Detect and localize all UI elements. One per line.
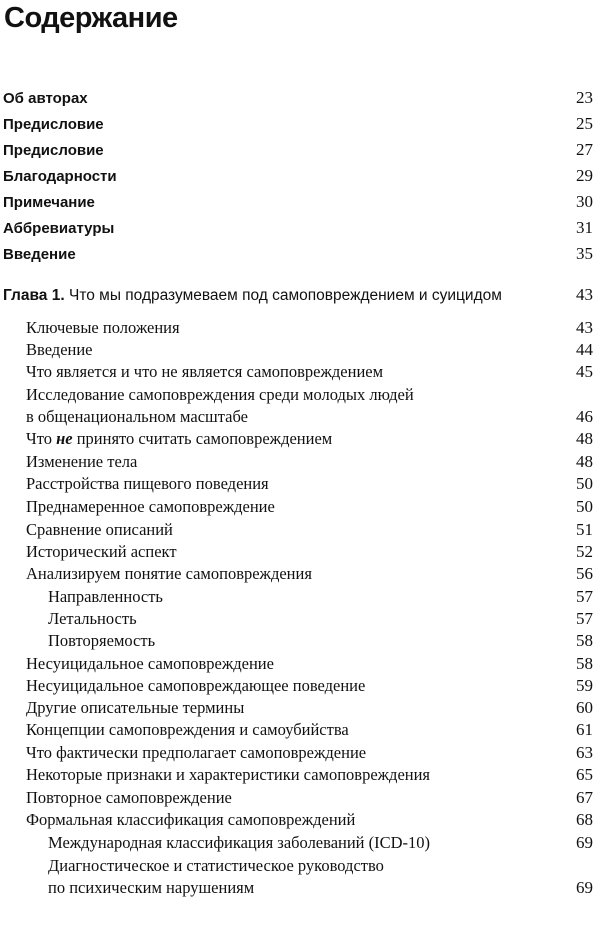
toc-chapter-1[interactable] <box>0 287 607 309</box>
toc-entry-label-line2: в общенациональном масштабе <box>26 407 248 426</box>
toc-section-continuation[interactable] <box>0 407 607 429</box>
toc-entry-label: Аббревиатуры <box>3 220 115 237</box>
toc-entry-label: Сравнение описаний <box>26 520 173 539</box>
chapter-title: Что мы подразумеваем под самоповреждением и суицидом <box>68 287 502 304</box>
toc-entry-label: Расстройства пищевого поведения <box>26 474 269 493</box>
toc-entry-label: Концепции самоповреждения и самоубийства <box>26 720 349 739</box>
toc-entry-page: 50 <box>576 497 593 516</box>
toc-entry-page: 50 <box>576 474 593 493</box>
toc-section[interactable] <box>0 810 607 832</box>
toc-section[interactable] <box>0 429 607 451</box>
toc-section[interactable] <box>0 698 607 720</box>
toc-entry-label: Исследование самоповреждения среди молодых людей <box>26 385 414 404</box>
toc-entry-label: Об авторах <box>3 90 88 107</box>
toc-subsection[interactable] <box>0 609 607 631</box>
toc-entry-page: 43 <box>576 318 593 337</box>
toc-entry-label: Другие описательные термины <box>26 698 245 717</box>
toc-entry-page: 57 <box>576 587 593 606</box>
toc-section[interactable] <box>0 676 607 698</box>
toc-entry-page: 67 <box>576 788 593 807</box>
toc-entry-label: Несуицидальное самоповреждающее поведение <box>26 676 366 695</box>
toc-entry-page: 44 <box>576 340 593 359</box>
toc-entry-page: 35 <box>576 244 593 263</box>
toc-entry-label: Несуицидальное самоповреждение <box>26 654 274 673</box>
toc-section[interactable] <box>0 520 607 542</box>
page-title: Содержание <box>4 2 178 34</box>
toc-entry-label: Повторное самоповреждение <box>26 788 232 807</box>
toc-subsection[interactable] <box>0 631 607 653</box>
toc-entry-label: Предисловие <box>3 142 104 159</box>
toc-section[interactable] <box>0 720 607 742</box>
toc-entry-page: 46 <box>576 407 593 426</box>
toc-section[interactable] <box>0 318 607 340</box>
toc-subsection[interactable] <box>0 587 607 609</box>
toc-entry-label: Направленность <box>48 587 163 606</box>
toc-subsection-continuation[interactable] <box>0 878 607 900</box>
toc-section[interactable] <box>0 788 607 810</box>
toc-entry-label: Введение <box>26 340 93 359</box>
toc-entry-acknowledgements[interactable] <box>0 168 607 190</box>
toc-entry-note[interactable] <box>0 194 607 216</box>
toc-entry-page: 59 <box>576 676 593 695</box>
toc-entry-page: 31 <box>576 218 593 237</box>
toc-entry-label-line2: по психическим нарушениям <box>48 878 255 897</box>
toc-entry-page: 43 <box>576 285 593 304</box>
toc-entry-page: 23 <box>576 88 593 107</box>
toc-entry-label: Благодарности <box>3 168 117 185</box>
toc-entry-preface-2[interactable] <box>0 142 607 164</box>
toc-entry-label: Повторяемость <box>48 631 156 650</box>
toc-entry-page: 61 <box>576 720 593 739</box>
toc-entry-page: 63 <box>576 743 593 762</box>
toc-entry-label: Диагностическое и статистическое руководство <box>48 856 384 875</box>
toc-entry-page: 57 <box>576 609 593 628</box>
toc-entry-label: Летальность <box>48 609 137 628</box>
toc-section[interactable] <box>0 743 607 765</box>
toc-entry-page: 60 <box>576 698 593 717</box>
emphasis-text: не <box>56 429 73 448</box>
toc-entry-label: Введение <box>3 246 76 263</box>
toc-entry-label: Что является и что не является самоповреждением <box>26 362 384 381</box>
toc-entry-abbreviations[interactable] <box>0 220 607 242</box>
toc-section[interactable] <box>0 564 607 586</box>
toc-entry-page: 68 <box>576 810 593 829</box>
toc-section[interactable] <box>0 542 607 564</box>
toc-entry-page: 48 <box>576 452 593 471</box>
toc-entry-page: 25 <box>576 114 593 133</box>
toc-entry-page: 69 <box>576 833 593 852</box>
label-part: принято считать самоповреждением <box>72 429 333 448</box>
label-part: Что <box>26 429 57 448</box>
toc-entry-introduction[interactable] <box>0 246 607 268</box>
toc-section[interactable] <box>0 765 607 787</box>
toc-entry-page: 58 <box>576 654 593 673</box>
toc-section[interactable] <box>0 362 607 384</box>
toc-section[interactable] <box>0 474 607 496</box>
toc-section[interactable] <box>0 654 607 676</box>
toc-entry-label: Формальная классификация самоповреждений <box>26 810 356 829</box>
toc-section[interactable] <box>0 385 607 407</box>
toc-entry-label: Изменение тела <box>26 452 138 471</box>
toc-entry-page: 27 <box>576 140 593 159</box>
toc-entry-preface-1[interactable] <box>0 116 607 138</box>
toc-entry-page: 29 <box>576 166 593 185</box>
toc-entry-page: 51 <box>576 520 593 539</box>
toc-entry-page: 45 <box>576 362 593 381</box>
toc-entry-page: 65 <box>576 765 593 784</box>
toc-entry-label: Анализируем понятие самоповреждения <box>26 564 312 583</box>
toc-entry-page: 52 <box>576 542 593 561</box>
toc-subsection[interactable] <box>0 856 607 878</box>
toc-entry-label: Примечание <box>3 194 95 211</box>
toc-entry-page: 48 <box>576 429 593 448</box>
toc-entry-label: Ключевые положения <box>26 318 180 337</box>
toc-entry-label: Исторический аспект <box>26 542 177 561</box>
chapter-number: Глава 1. <box>3 287 65 304</box>
toc-entry-authors[interactable] <box>0 90 607 112</box>
toc-entry-label <box>26 429 332 449</box>
toc-entry-label: Международная классификация заболеваний (ICD-10) <box>48 833 431 852</box>
toc-entry-page: 56 <box>576 564 593 583</box>
toc-entry-label: Преднамеренное самоповреждение <box>26 497 275 516</box>
chapter-heading <box>3 287 502 305</box>
toc-entry-page: 69 <box>576 878 593 897</box>
toc-entry-label: Что фактически предполагает самоповреждение <box>26 743 367 762</box>
toc-entry-page: 30 <box>576 192 593 211</box>
toc-subsection[interactable] <box>0 833 607 855</box>
toc-entry-page: 58 <box>576 631 593 650</box>
toc-entry-label: Предисловие <box>3 116 104 133</box>
toc-section[interactable] <box>0 452 607 474</box>
toc-section[interactable] <box>0 497 607 519</box>
toc-entry-label: Некоторые признаки и характеристики самоповреждения <box>26 765 431 784</box>
toc-section[interactable] <box>0 340 607 362</box>
